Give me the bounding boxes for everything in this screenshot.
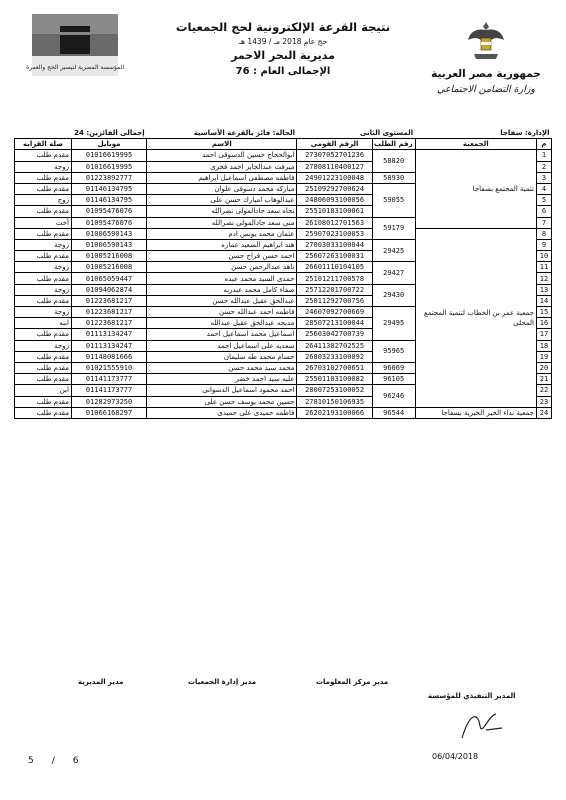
mobile-cell: 01006590143 xyxy=(71,228,146,239)
row-serial: 19 xyxy=(536,351,551,362)
mobile-cell: 01094062874 xyxy=(71,284,146,295)
name-cell: فاطمه مصطفى اسماعيل ابراهيم xyxy=(147,172,297,183)
national-id-cell: 28507213100044 xyxy=(297,318,372,329)
national-id-cell: 27808110400127 xyxy=(297,161,372,172)
name-cell: اسماعيل محمد اسماعيل احمد xyxy=(147,329,297,340)
relation-cell: مقدم طلب xyxy=(15,228,72,239)
report-header xyxy=(148,20,418,77)
request-number-cell: 96246 xyxy=(372,385,415,407)
name-cell: ميرفت عبدالجابر احمد فخرى xyxy=(147,161,297,172)
request-number-cell: 96069 xyxy=(372,362,415,373)
page-separator: / xyxy=(51,756,73,766)
row-serial: 14 xyxy=(536,295,551,306)
mobile-cell: 01223681217 xyxy=(71,307,146,318)
mobile-cell: 01095476076 xyxy=(71,217,146,228)
relation-cell: أخت xyxy=(15,217,72,228)
row-serial: 8 xyxy=(536,228,551,239)
mobile-cell: 01223681217 xyxy=(71,318,146,329)
mobile-cell: 01148081666 xyxy=(71,351,146,362)
table-row xyxy=(15,407,552,418)
mobile-cell: 01141173777 xyxy=(71,385,146,396)
row-serial: 4 xyxy=(536,183,551,194)
row-serial: 9 xyxy=(536,239,551,250)
national-id-cell: 26108012701563 xyxy=(297,217,372,228)
winners-table xyxy=(14,128,552,419)
relation-cell: مقدم طلب xyxy=(15,206,72,217)
national-id-cell: 26411302702525 xyxy=(297,340,372,351)
name-cell: فاطمه حميدى على حميدى xyxy=(147,407,297,418)
mobile-cell: 01113134247 xyxy=(71,340,146,351)
info-center-signature-label: مدير مركز المعلومات xyxy=(316,678,389,686)
national-id-cell: 26803233100092 xyxy=(297,351,372,362)
row-serial: 21 xyxy=(536,374,551,385)
row-serial: 11 xyxy=(536,262,551,273)
name-cell: منى سعد جادالمولى نصرالله xyxy=(147,217,297,228)
name-cell: مديحه عبدالحق عقيل عبدالله xyxy=(147,318,297,329)
col-association: الجمعية xyxy=(415,139,536,150)
col-request-no: رقم الطلب xyxy=(372,139,415,150)
name-cell: نجاه سعد جادالمولى نصرالله xyxy=(147,206,297,217)
request-number-cell: 59179 xyxy=(372,217,415,239)
national-id-cell: 27810150106935 xyxy=(297,396,372,407)
name-cell: حمدى السيد محمد عبده xyxy=(147,273,297,284)
mobile-cell: 01005216008 xyxy=(71,251,146,262)
name-cell: ناهد عبدالرحمن حسن xyxy=(147,262,297,273)
page-current: 5 xyxy=(28,756,52,766)
relation-cell: زوج xyxy=(15,195,72,206)
relation-cell: زوجة xyxy=(15,284,72,295)
mobile-cell: 01065059447 xyxy=(71,273,146,284)
association-cell: جمعية نداء الخير الخيرية بسفاجا xyxy=(415,407,536,418)
relation-cell: مقدم طلب xyxy=(15,351,72,362)
mobile-cell: 01282973250 xyxy=(71,396,146,407)
national-id-cell: 26703102700651 xyxy=(297,362,372,373)
row-serial: 15 xyxy=(536,307,551,318)
relation-cell: زوجة xyxy=(15,161,72,172)
mobile-cell: 01066168297 xyxy=(71,407,146,418)
relation-cell: مقدم طلب xyxy=(15,362,72,373)
request-number-cell: 58820 xyxy=(372,150,415,172)
row-serial: 13 xyxy=(536,284,551,295)
mobile-cell: 01223892777 xyxy=(71,172,146,183)
filter-info-row xyxy=(15,128,552,139)
exec-director-signature-label: المدير التنفيذي للمؤسسة xyxy=(428,692,516,700)
relation-cell: زوجة xyxy=(15,239,72,250)
ministry-name: وزارة التضامن الاجتماعي xyxy=(436,84,536,95)
national-id-cell: 25109292700624 xyxy=(297,183,372,194)
name-cell: هند ابراهيم السعيد عماره xyxy=(147,239,297,250)
handwritten-signature-image xyxy=(456,708,510,748)
svg-text:المؤسسة المصرية لتيسير الحج وا: المؤسسة المصرية لتيسير الحج والعمرة xyxy=(25,64,125,71)
row-serial: 16 xyxy=(536,318,551,329)
col-serial: م xyxy=(536,139,551,150)
name-cell: عبدالوهاب امبارك حسن على xyxy=(147,195,297,206)
row-serial: 24 xyxy=(536,407,551,418)
directorate-name: مديرية البحر الاحمر xyxy=(231,49,335,62)
relation-cell: زوجة xyxy=(15,262,72,273)
request-number-cell: 59055 xyxy=(372,183,415,217)
national-id-cell: 25907023100053 xyxy=(297,228,372,239)
mobile-cell: 01021555910 xyxy=(71,362,146,373)
request-number-cell: 96544 xyxy=(372,407,415,418)
request-number-cell: 29495 xyxy=(372,307,415,341)
col-relation: صلة القرابه xyxy=(15,139,72,150)
relation-cell: مقدم طلب xyxy=(15,407,72,418)
grand-total xyxy=(148,66,418,77)
relation-cell: مقدم طلب xyxy=(15,374,72,385)
grand-total-label: الإجمالى العام : xyxy=(253,66,331,77)
admin-filter: الإدارة: سفاجا xyxy=(500,129,550,138)
mobile-cell: 01146134795 xyxy=(71,195,146,206)
print-date: 06/04/2018 xyxy=(432,752,479,761)
season-line: حج عام 2018 مـ / 1439 هـ xyxy=(238,37,328,46)
request-number-cell: 29425 xyxy=(372,239,415,261)
mobile-cell: 01095476076 xyxy=(71,206,146,217)
relation-cell: مقدم طلب xyxy=(15,150,72,161)
relation-cell: مقدم طلب xyxy=(15,183,72,194)
table-row xyxy=(15,228,552,239)
relation-cell: مقدم طلب xyxy=(15,295,72,306)
status-filter: الحالة: فائز بالقرعة الأساسية xyxy=(193,129,295,138)
name-cell: حسام محمد طه سليمان xyxy=(147,351,297,362)
relation-cell: ابن xyxy=(15,385,72,396)
report-title: نتيجة القرعة الإلكترونية لحج الجمعيات xyxy=(175,20,391,34)
relation-cell: مقدم طلب xyxy=(15,329,72,340)
request-number-cell: 96105 xyxy=(372,374,415,385)
relation-cell: زوجة xyxy=(15,307,72,318)
eagle-emblem-icon xyxy=(428,18,544,66)
name-cell: احمد محمود اسماعيل الدسوانى xyxy=(147,385,297,396)
assoc-admin-signature-label: مدير إدارة الجمعيات xyxy=(188,678,257,686)
national-id-cell: 24607092700669 xyxy=(297,307,372,318)
mobile-cell: 01016619995 xyxy=(71,150,146,161)
national-id-cell: 25603042700739 xyxy=(297,329,372,340)
col-national-id: الرقم القومى xyxy=(297,139,372,150)
national-id-cell: 25510183100061 xyxy=(297,206,372,217)
ministry-header xyxy=(428,18,544,108)
name-cell: فاطمه احمد عبدالله حسن xyxy=(147,307,297,318)
national-id-cell: 25011292700756 xyxy=(297,295,372,306)
row-serial: 2 xyxy=(536,161,551,172)
request-number-cell: 95965 xyxy=(372,340,415,362)
name-cell: سعديه على اسماعيل احمد xyxy=(147,340,297,351)
name-cell: صفاء كامل محمد عبدربه xyxy=(147,284,297,295)
row-serial: 5 xyxy=(536,195,551,206)
mobile-cell: 01146134795 xyxy=(71,183,146,194)
relation-cell: مقدم طلب xyxy=(15,273,72,284)
mobile-cell: 01006590143 xyxy=(71,239,146,250)
row-serial: 7 xyxy=(536,217,551,228)
national-id-cell: 26601110104105 xyxy=(297,262,372,273)
relation-cell: مقدم طلب xyxy=(15,396,72,407)
director-signature-label: مدير المديرية xyxy=(78,678,124,686)
kaaba-banner-image xyxy=(25,14,125,76)
row-serial: 1 xyxy=(536,150,551,161)
mobile-cell: 01005216008 xyxy=(71,262,146,273)
row-serial: 17 xyxy=(536,329,551,340)
row-serial: 22 xyxy=(536,385,551,396)
mobile-cell: 01141173777 xyxy=(71,374,146,385)
row-serial: 6 xyxy=(536,206,551,217)
mobile-cell: 01113134247 xyxy=(71,329,146,340)
page-indicator xyxy=(28,756,97,766)
name-cell: احمد حسن فراج حسن xyxy=(147,251,297,262)
row-serial: 12 xyxy=(536,273,551,284)
relation-cell: ابنه xyxy=(15,318,72,329)
national-id-cell: 27003033100044 xyxy=(297,239,372,250)
name-cell: مباركه محمد دسوقى علوان xyxy=(147,183,297,194)
name-cell: عثمان محمد يونس ادم xyxy=(147,228,297,239)
table-row xyxy=(15,150,552,161)
national-id-cell: 26202193100066 xyxy=(297,407,372,418)
request-number-cell: 29427 xyxy=(372,262,415,284)
name-cell: محمد سيد محمد حسن xyxy=(147,362,297,373)
grand-total-value: 76 xyxy=(235,66,250,77)
national-id-cell: 27307052701236 xyxy=(297,150,372,161)
winners-count: إجمالى الفائزين: 24 xyxy=(74,129,145,138)
national-id-cell: 24806093100056 xyxy=(297,195,372,206)
national-id-cell: 28007253100052 xyxy=(297,385,372,396)
relation-cell: مقدم طلب xyxy=(15,251,72,262)
row-serial: 10 xyxy=(536,251,551,262)
national-id-cell: 25712201700722 xyxy=(297,284,372,295)
association-cell: تنمية المجتمع بسفاجا xyxy=(415,150,536,228)
name-cell: حسين محمد يوسف حسن على xyxy=(147,396,297,407)
table-header-row xyxy=(15,139,552,150)
relation-cell: زوجة xyxy=(15,340,72,351)
national-id-cell: 24901223100048 xyxy=(297,172,372,183)
relation-cell: مقدم طلب xyxy=(15,172,72,183)
row-serial: 3 xyxy=(536,172,551,183)
request-number-cell: 29430 xyxy=(372,284,415,306)
name-cell: عبدالحق عقيل عبدالله حسن xyxy=(147,295,297,306)
national-id-cell: 25607263100031 xyxy=(297,251,372,262)
col-name: الاسم xyxy=(147,139,297,150)
page-total: 6 xyxy=(72,756,97,766)
association-cell: جمعية عمر بن الخطاب لتنمية المجتمع المحلى xyxy=(415,228,536,407)
request-number-cell: 58930 xyxy=(372,172,415,183)
name-cell: ابوالحجاج حسين الدسوقى احمد xyxy=(147,150,297,161)
country-name: جمهورية مصر العربية xyxy=(431,68,541,80)
row-serial: 23 xyxy=(536,396,551,407)
name-cell: عليه سيد احمد خضر xyxy=(147,374,297,385)
row-serial: 18 xyxy=(536,340,551,351)
row-serial: 20 xyxy=(536,362,551,373)
mobile-cell: 01016619995 xyxy=(71,161,146,172)
col-mobile: موبايل xyxy=(71,139,146,150)
mobile-cell: 01223681217 xyxy=(71,295,146,306)
level-label: المستوى الثانى xyxy=(359,129,414,138)
national-id-cell: 25101211700578 xyxy=(297,273,372,284)
national-id-cell: 25501103100082 xyxy=(297,374,372,385)
